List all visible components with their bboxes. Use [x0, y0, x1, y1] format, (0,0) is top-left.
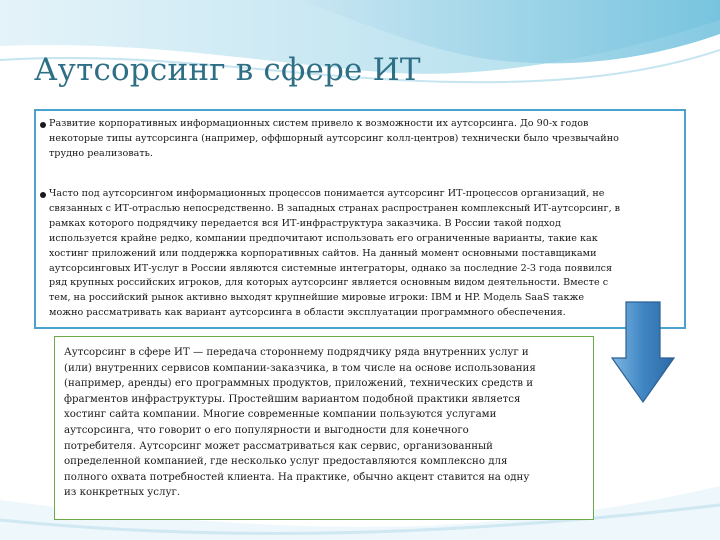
definition-line-4: фрагментов инфраструктуры. Простейшим вариантом подобной практики является	[64, 393, 521, 405]
down-arrow-icon	[610, 300, 676, 404]
bullet-1-line-2: некоторые типы аутсорсинга (например, оффшорный аутсорсинг колл-центров) технически было чрезвычайно	[49, 132, 619, 144]
bullet-dot-icon	[40, 192, 46, 198]
definition-line-8: определенной компанией, где несколько услуг предоставляются комплексно для	[64, 456, 508, 468]
bullet-item-1	[40, 117, 676, 162]
bullet-2-line-9: можно рассматривать как вариант аутсорсинга в области эксплуатации программного обеспечения.	[49, 307, 566, 319]
definition-box	[54, 336, 594, 520]
bullet-1-line-1: Развитие корпоративных информационных систем привело к возможности их аутсорсинга. До 90-х годов	[49, 118, 589, 129]
bullet-2-line-4: используется крайне редко, компании предпочитают использовать его ограниченные варианты, такие как	[49, 232, 598, 244]
bullet-2-line-6: аутсорсинговых ИТ-услуг в России являются системные интеграторы, однако за последние 2-3 года появился	[49, 262, 613, 274]
bullet-2-line-1: Часто под аутсорсингом информационных процессов понимается аутсорсинг ИТ-процессов организаций, не	[49, 188, 605, 199]
bullet-2-line-7: ряд крупных российских игроков, для которых аутсорсинг является основным видом деятельности. Вместе с	[49, 277, 609, 289]
definition-line-10: из конкретных услуг.	[64, 487, 181, 499]
slide-title: Аутсорсинг в сфере ИТ	[34, 52, 421, 88]
bullet-2-line-5: хостинг приложений или поддержка корпоративных сайтов. На данный момент основными поставщиками	[49, 247, 597, 259]
bullet-item-2	[40, 187, 676, 321]
bullet-2-line-2: связанных с ИТ-отраслью непосредственно. В западных странах распространен комплексный ИТ-аутсорсинг, в	[49, 202, 621, 214]
definition-line-9: полного охвата потребностей клиента. На практике, обычно акцент ставится на одну	[64, 471, 530, 483]
definition-line-2: (или) внутренних сервисов компании-заказчика, в том числе на основе использования	[64, 362, 536, 374]
bullet-1-line-3: трудно реализовать.	[49, 147, 153, 159]
definition-line-3: (например, аренды) его программных продуктов, приложений, технических средств и	[64, 378, 533, 390]
definition-line-1: Аутсорсинг в сфере ИТ — передача стороннему подрядчику ряда внутренних услуг и	[64, 347, 529, 358]
bullet-2-line-8: тем, на российский рынок активно выходят крупнейшие мировые игроки: IBM и HP. Модель SaaS также	[49, 292, 585, 304]
bullet-2-line-3: рамках которого подрядчику передается вся ИТ-инфраструктура заказчика. В России такой подход	[49, 217, 561, 229]
definition-line-5: хостинг сайта компании. Многие современные компании пользуются услугами	[64, 409, 497, 421]
definition-line-6: аутсорсинга, что говорит о его популярности и выгодности для конечного	[64, 424, 469, 436]
main-content-box	[34, 109, 686, 329]
definition-line-7: потребителя. Аутсорсинг может рассматриваться как сервис, организованный	[64, 440, 493, 452]
bullet-dot-icon	[40, 122, 46, 128]
